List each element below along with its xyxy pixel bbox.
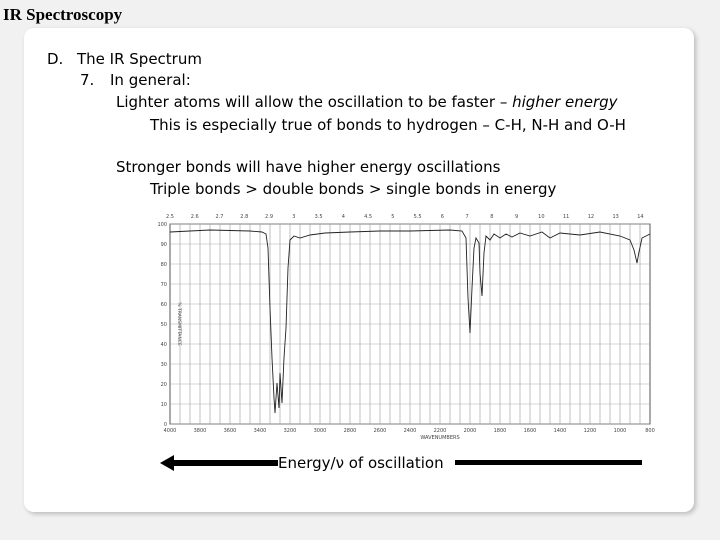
y-tick-label: 100: [157, 222, 167, 228]
section-letter: D.: [47, 50, 64, 68]
top-tick-label: 7: [465, 214, 469, 220]
y-tick-label: 50: [160, 322, 167, 328]
slide-header: [0, 0, 720, 28]
bullet-stronger-bonds: Stronger bonds will have higher energy oscillations: [116, 158, 501, 176]
top-tick-label: 4: [341, 214, 345, 220]
outline-section: [47, 50, 202, 68]
y-tick-label: 10: [160, 402, 167, 408]
x-tick-label: 3800: [193, 428, 207, 434]
top-tick-label: 5.5: [413, 214, 422, 220]
top-tick-label: 13: [612, 214, 619, 220]
x-tick-label: 2200: [433, 428, 447, 434]
y-tick-label: 20: [160, 382, 167, 388]
x-tick-label: 2000: [463, 428, 477, 434]
x-tick-label: 1200: [583, 428, 597, 434]
top-tick-label: 2.6: [190, 214, 199, 220]
x-tick-label: 4000: [163, 428, 177, 434]
x-tick-label: 1600: [523, 428, 537, 434]
outline-item: [80, 71, 191, 89]
ir-spectrum-image: [150, 208, 660, 442]
x-tick-label: 2600: [373, 428, 387, 434]
x-tick-label: 3400: [253, 428, 267, 434]
top-tick-label: 4.5: [364, 214, 373, 220]
slide-title: IR Spectroscopy: [3, 5, 123, 24]
top-tick-label: 10: [538, 214, 545, 220]
higher-energy-text: higher energy: [512, 93, 618, 111]
bullet-light-atoms: [116, 93, 618, 111]
top-tick-label: 5: [391, 214, 395, 220]
energy-label: Energy/ν of oscillation: [278, 454, 444, 472]
top-tick-label: 14: [637, 214, 644, 220]
x-tick-label: 1000: [613, 428, 627, 434]
x-tick-label: 1800: [493, 428, 507, 434]
section-title: The IR Spectrum: [77, 50, 202, 68]
top-tick-label: 3.5: [314, 214, 323, 220]
y-tick-label: 40: [160, 342, 167, 348]
left-arrow-icon: [160, 452, 280, 478]
y-tick-label: 90: [160, 242, 167, 248]
top-tick-label: 8: [490, 214, 494, 220]
item-number: 7.: [80, 71, 95, 89]
bullet-hydrogen-bonds: This is especially true of bonds to hydrogen – C-H, N-H and O-H: [150, 116, 626, 134]
x-tick-label: 3600: [223, 428, 237, 434]
top-tick-label: 2.5: [166, 214, 174, 220]
item-title: In general:: [110, 71, 191, 89]
right-bar-divider: [455, 460, 642, 465]
y-tick-label: 60: [160, 302, 167, 308]
y-tick-label: 80: [160, 262, 167, 268]
x-tick-label: 2400: [403, 428, 417, 434]
top-tick-label: 11: [562, 214, 570, 220]
top-tick-label: 2.7: [215, 214, 224, 220]
x-tick-label: 1400: [553, 428, 567, 434]
light-atoms-text: Lighter atoms will allow the oscillation to be faster –: [116, 93, 508, 111]
bullet-bond-order: Triple bonds > double bonds > single bonds in energy: [150, 180, 557, 198]
x-tick-label: 2800: [343, 428, 357, 434]
top-tick-label: 3: [292, 214, 296, 220]
x-tick-label: 3200: [283, 428, 297, 434]
y-tick-label: 70: [160, 282, 167, 288]
y-tick-label: 0: [163, 422, 167, 428]
top-tick-label: 6: [440, 214, 444, 220]
x-tick-label: 3000: [313, 428, 327, 434]
y-tick-label: 30: [160, 362, 167, 368]
top-tick-label: 2.9: [265, 214, 274, 220]
top-tick-label: 12: [587, 214, 595, 220]
ir-spectrum-plot: [150, 208, 660, 442]
y-axis-label: % TRANSMITTANCE: [176, 302, 181, 346]
x-tick-label: 800: [645, 428, 655, 434]
top-tick-label: 2.8: [240, 214, 249, 220]
x-axis-label: WAVENUMBERS: [420, 435, 460, 441]
top-tick-label: 9: [515, 214, 519, 220]
